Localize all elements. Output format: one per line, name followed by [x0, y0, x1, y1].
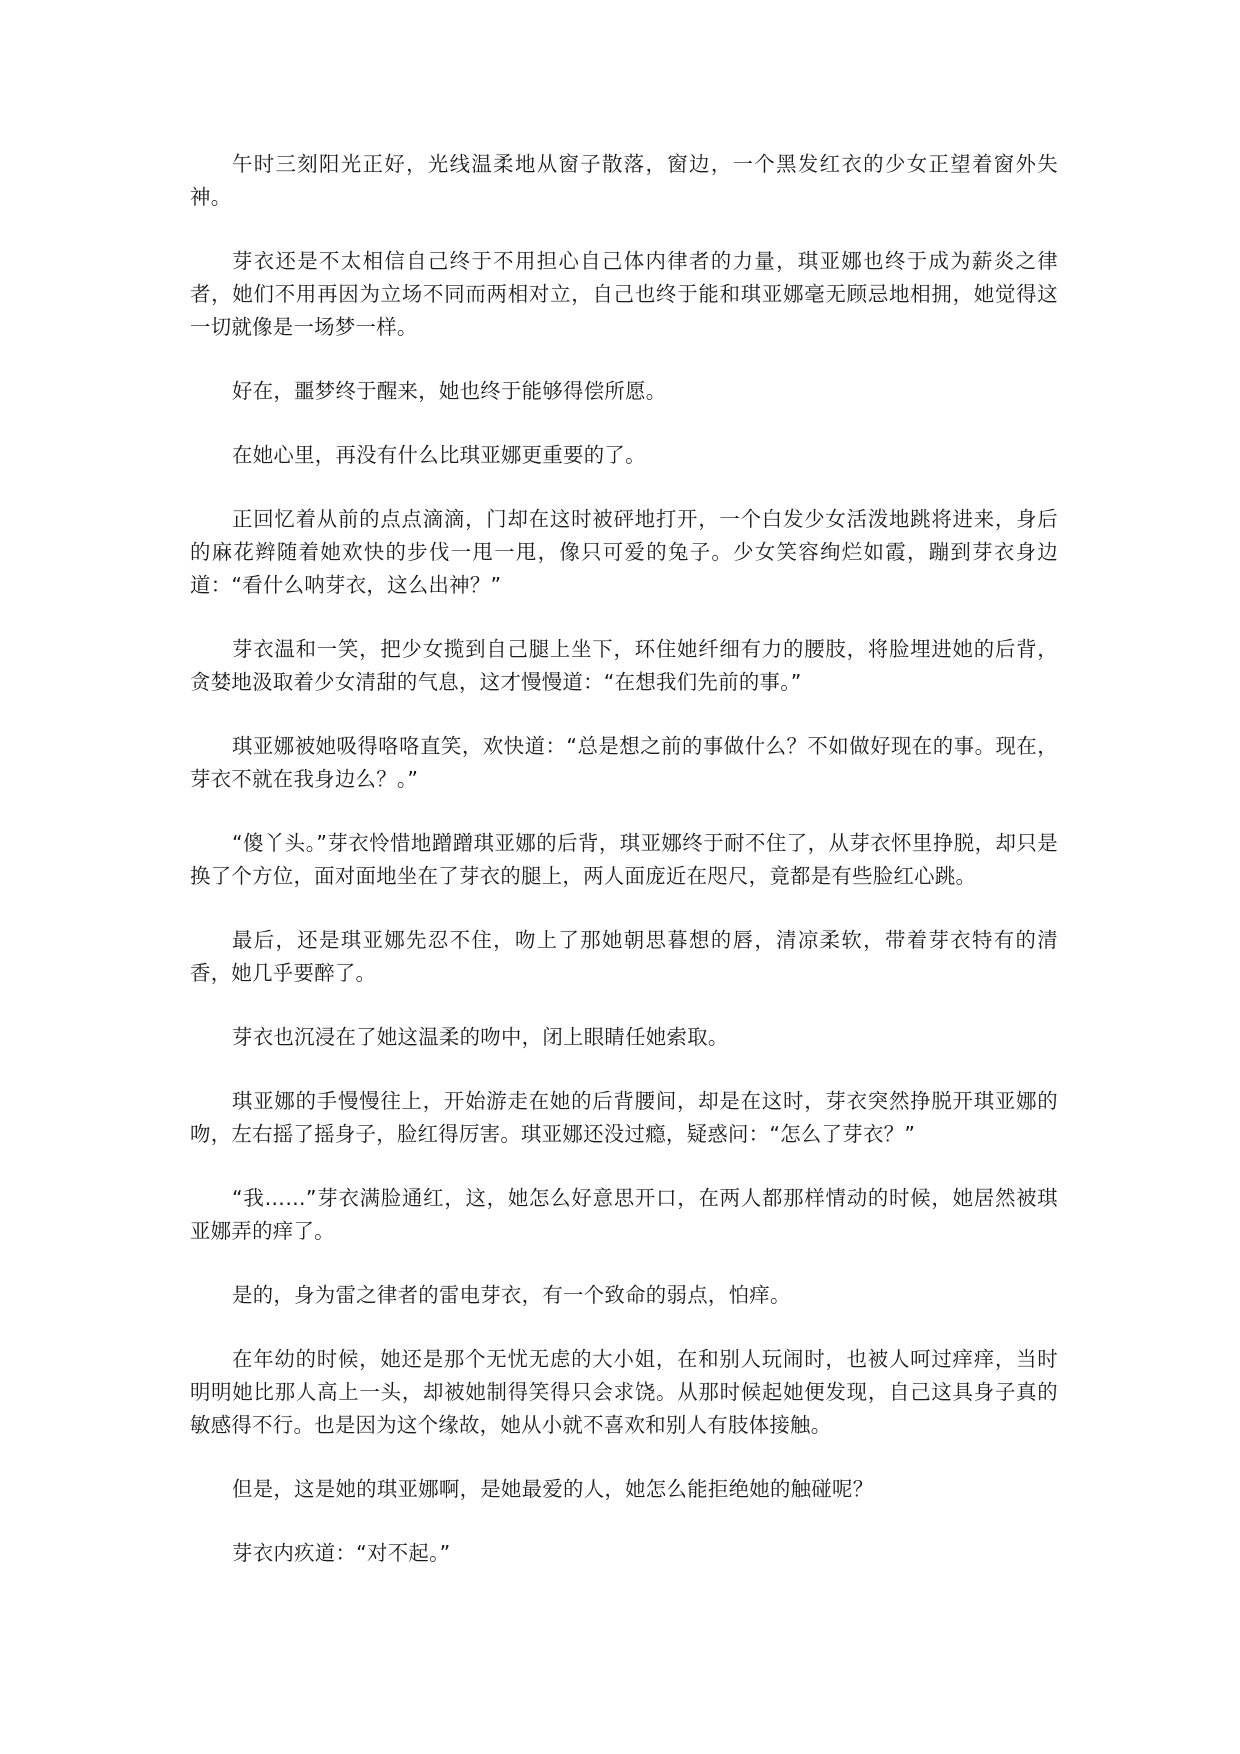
paragraph: “我……”芽衣满脸通红，这，她怎么好意思开口，在两人都那样情动的时候，她居然被琪亚娜弄的痒了。 — [190, 1186, 1058, 1243]
paragraph: 芽衣还是不太相信自己终于不用担心自己体内律者的力量，琪亚娜也终于成为薪炎之律者，她们不用再因为立场不同而两相对立，自己也终于能和琪亚娜毫无顾忌地相拥，她觉得这一切就像是一场梦一样。 — [190, 249, 1058, 339]
paragraph: 琪亚娜被她吸得咯咯直笑，欢快道：“总是想之前的事做什么？不如做好现在的事。现在，芽衣不就在我身边么？。” — [190, 734, 1058, 791]
paragraph: “傻丫头。”芽衣怜惜地蹭蹭琪亚娜的后背，琪亚娜终于耐不住了，从芽衣怀里挣脱，却只是换了个方位，面对面地坐在了芽衣的腿上，两人面庞近在咫尺，竟都是有些脸红心跳。 — [190, 831, 1058, 888]
paragraph: 是的，身为雷之律者的雷电芽衣，有一个致命的弱点，怕痒。 — [232, 1283, 791, 1307]
paragraph: 正回忆着从前的点点滴滴，门却在这时被砰地打开，一个白发少女活泼地跳将进来，身后的麻花辫随着她欢快的步伐一甩一甩，像只可爱的兔子。少女笑容绚烂如霞，蹦到芽衣身边道：“看什么呐芽衣，这么出神？” — [190, 507, 1058, 597]
paragraph: 芽衣也沉浸在了她这温柔的吻中，闭上眼睛任她索取。 — [232, 1025, 729, 1049]
paragraph: 午时三刻阳光正好，光线温柔地从窗子散落，窗边，一个黑发红衣的少女正望着窗外失神。 — [190, 152, 1058, 209]
document-body — [190, 148, 1058, 1601]
paragraph: 但是，这是她的琪亚娜啊，是她最爱的人，她怎么能拒绝她的触碰呢？ — [232, 1477, 874, 1501]
paragraph: 琪亚娜的手慢慢往上，开始游走在她的后背腰间，却是在这时，芽衣突然挣脱开琪亚娜的吻，左右摇了摇身子，脸红得厉害。琪亚娜还没过瘾，疑惑问：“怎么了芽衣？” — [190, 1089, 1058, 1146]
paragraph: 在年幼的时候，她还是那个无忧无虑的大小姐，在和别人玩闹时，也被人呵过痒痒，当时明明她比那人高上一头，却被她制得笑得只会求饶。从那时候起她便发现，自己这具身子真的敏感得不行。也是因为这个缘故，她从小就不喜欢和别人有肢体接触。 — [190, 1347, 1058, 1437]
paragraph: 在她心里，再没有什么比琪亚娜更重要的了。 — [232, 443, 646, 467]
paragraph: 芽衣温和一笑，把少女揽到自己腿上坐下，环住她纤细有力的腰肢，将脸埋进她的后背，贪婪地汲取着少女清甜的气息，这才慢慢道：“在想我们先前的事。” — [190, 637, 1058, 694]
paragraph: 好在，噩梦终于醒来，她也终于能够得偿所愿。 — [232, 379, 667, 403]
paragraph: 芽衣内疚道：“对不起。” — [232, 1541, 451, 1565]
paragraph: 最后，还是琪亚娜先忍不住，吻上了那她朝思暮想的唇，清凉柔软，带着芽衣特有的清香，她几乎要醉了。 — [190, 928, 1058, 985]
